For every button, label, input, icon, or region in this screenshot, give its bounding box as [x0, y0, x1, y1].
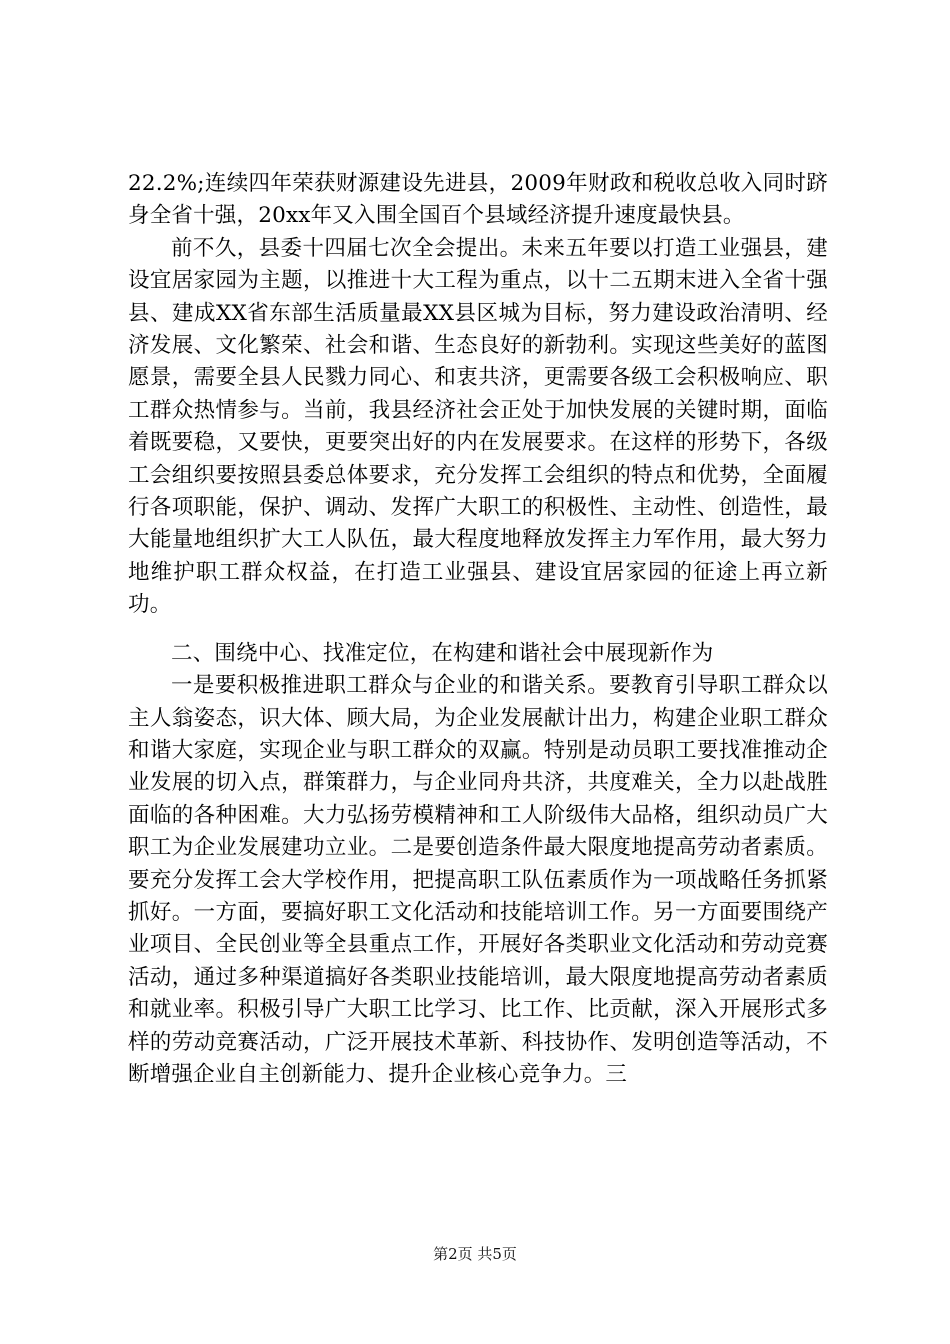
paragraph-county-plan: 前不久，县委十四届七次全会提出。未来五年要以打造工业强县，建设宜居家园为主题，以推进十大工程为重点，以十二五期末进入全省十强县、建成XX省东部生活质量最XX县区城为目标，努力建设政治清明、经济发展、文化繁荣、社会和谐、生态良好的新勃利。实现这些美好的蓝图愿景，需要全县人民戮力同心、和衷共济，更需要各级工会积极响应、职工群众热情参与。当前，我县经济社会正处于加快发展的关键时期，面临着既要稳，又要快，更要突出好的内在发展要求。在这样的形势下，各级工会组织要按照县委总体要求，充分发挥工会组织的特点和优势，全面履行各项职能，保护、调动、发挥广大职工的积极性、主动性、创造性，最大能量地组织扩大工人队伍，最大程度地释放发挥主力军作用，最大努力地维护职工群众权益，在打造工业强县、建设宜居家园的征途上再立新功。 — [128, 235, 828, 618]
page-footer: 第2页 共5页 — [433, 1245, 517, 1263]
section-heading: 二、围绕中心、找准定位，在构建和谐社会中展现新作为 — [171, 640, 714, 666]
paragraph-continuation: 22.2%;连续四年荣获财源建设先进县，2009年财政和税收总收入同时跻身全省十强，20xx年又入围全国百个县域经济提升速度最快县。 — [128, 171, 828, 229]
document-body — [128, 168, 828, 1091]
paragraph-harmony-relations: 一是要积极推进职工群众与企业的和谐关系。要教育引导职工群众以主人翁姿态，识大体、顾大局，为企业发展献计出力，构建企业职工群众和谐大家庭，实现企业与职工群众的双赢。特别是动员职工要找准推动企业发展的切入点，群策群力，与企业同舟共济，共度难关，全力以赴战胜面临的各种困难。大力弘扬劳模精神和工人阶级伟大品格，组织动员广大职工为企业发展建功立业。二是要创造条件最大限度地提高劳动者素质。要充分发挥工会大学校作用，把提高职工队伍素质作为一项战略任务抓紧抓好。一方面，要搞好职工文化活动和技能培训工作。另一方面要围绕产业项目、全民创业等全县重点工作，开展好各类职业文化活动和劳动竞赛活动，通过多种渠道搞好各类职业技能培训，最大限度地提高劳动者素质和就业率。积极引导广大职工比学习、比工作、比贡献，深入开展形式多样的劳动竞赛活动，广泛开展技术革新、科技协作、发明创造等活动，不断增强企业自主创新能力、提升企业核心竞争力。三 — [128, 673, 828, 1087]
